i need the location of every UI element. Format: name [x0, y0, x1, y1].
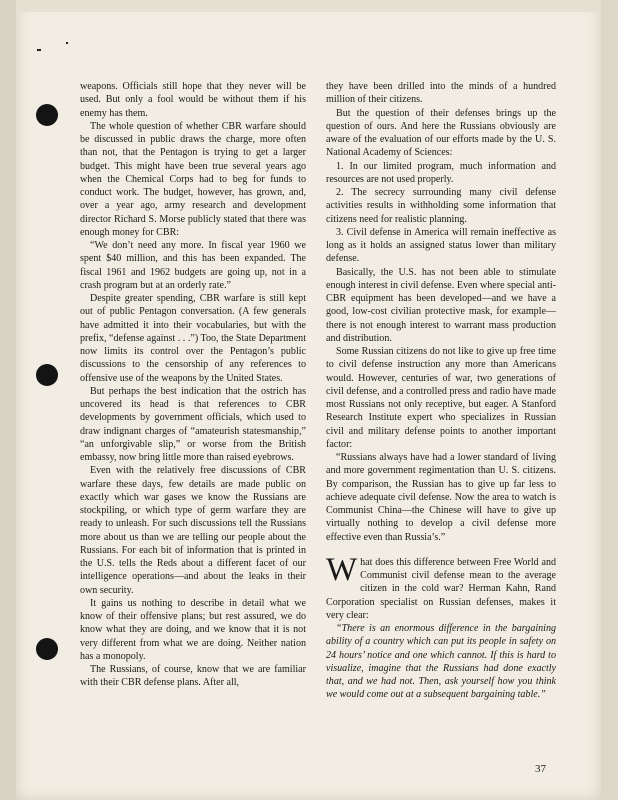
quote-paragraph: “We don’t need any more. In fiscal year 1960 we spent $40 million, and this has been expanded. The fiscal 1961 and 1962 budgets are going up, not in a crash program but at an orderly rate.”	[80, 240, 306, 291]
drop-cap: W	[326, 551, 358, 588]
paragraph: weapons. Officials still hope that they never will be used. But only a fool would be without them if his enemy has them.	[80, 81, 306, 119]
paragraph: they have been drilled into the minds of a hundred million of their citizens.	[326, 81, 556, 106]
list-item: 3. Civil defense in America will remain ineffective as long as it holds an assigned status lower than military defense.	[326, 226, 556, 265]
paragraph: Despite greater spending, CBR warfare is still kept out of public Pentagon conversation. (A few generals have admitted it into their vocabularies, but with the prefix, “defense against . . .”) Too, the State Department now limits its control over the Pentagon’s public discussions to the censorship of any references to offensive use of the weapons by the United States.	[80, 293, 306, 384]
paragraph: It gains us nothing to describe in detail what we know of their offensive plans; but rest assured, we do know what they are doing, and we know that it is not very different from what we are doing. Neither nation has a monopoly.	[80, 597, 306, 662]
paragraph: The whole question of whether CBR warfare should be discussed in public draws the charge, more often than not, that the Pentagon is trying to get a larger budget. This might have been true several years ago when the Chemical Corps had to beg for funds to conduct work. The budget, however, has grown, and, over a year ago, army research and development director Richard S. Morse publicly stated that there was enough money for CBR:	[80, 120, 306, 238]
section-lead	[326, 551, 556, 622]
closing-quote: “There is an enormous difference in the bargaining ability of a country which can put its people in safety on 24 hours’ notice and one which cannot. If this is hard to visualize, imagine that the Russians had done exactly that, and we had not. Then, ask yourself how you think we would come out at a subsequent bargaining table.”	[326, 623, 556, 701]
paragraph: The Russians, of course, know that we are familiar with their CBR defense plans. After all,	[80, 664, 306, 689]
right-column	[326, 80, 556, 702]
quote-paragraph: “Russians always have had a lower standard of living and more government regimentation than U. S. citizens. By comparison, the Russian has to give up far less to achieve adequate civil defense. Now the area to watch is Communist China—the Chinese will have to give up virtually nothing to develop a civil defense more effective even than Russia’s.”	[326, 452, 556, 543]
ink-mark	[37, 49, 41, 51]
list-item: 2. The secrecy surrounding many civil defense activities results in withholding some information that citizens need for realistic planning.	[326, 187, 556, 225]
paragraph: Basically, the U.S. has not been able to stimulate enough interest in civil defense. Even where special anti-CBR equipment has been developed—and we have a good, low-cost civilian protective mask, for example—there is not enough interest to warrant mass production and distribution.	[326, 266, 556, 344]
binder-hole-icon	[36, 364, 58, 386]
scan-top-edge	[16, 0, 601, 12]
binder-hole-icon	[36, 638, 58, 660]
paragraph: Even with the relatively free discussions of CBR warfare these days, few details are made public on exactly which war gases we know the Russians are stockpiling, or which type of germ warfare they are ready to unleash. For such discussions tell the Russians more about us than we are telling our people about the Russians. For each bit of information that is printed in the U.S. tells the Reds about a different facet of our intelligence operations—and about the leaks in their own security.	[80, 465, 306, 596]
page-number: 37	[535, 763, 546, 775]
paragraph: Some Russian citizens do not like to give up free time to civil defense instruction any more than Americans would. However, centuries of war, two generations of civil defense, and a controlled press and radio have made most Russians not only receptive, but eager. A Stanford Research Institute expert who specializes in Russian civil and military defense points to another important factor:	[326, 346, 556, 450]
paragraph: But perhaps the best indication that the ostrich has uncovered its head is that references to CBR developments by government officials, which used to draw indignant charges of “amateurish statesmanship,” “an unforgivable slip,” or worse from the British embassy, now bring little more than raised eyebrows.	[80, 385, 306, 463]
left-column	[80, 80, 306, 690]
scan-right-edge	[601, 0, 618, 800]
scan-left-edge	[0, 0, 16, 800]
list-item: 1. In our limited program, much information and resources are not used properly.	[326, 160, 556, 185]
ink-mark	[66, 42, 68, 44]
binder-hole-icon	[36, 104, 58, 126]
section-lead-text: hat does this difference between Free World and Communist civil defense mean to the average citizen in the cold war? Herman Kahn, Rand Corporation specialist on Russian defenses, makes it very clear:	[326, 556, 556, 621]
paragraph: But the question of their defenses brings up the question of ours. And here the Russians obviously are aware of the evaluation of our efforts made by the U. S. National Academy of Sciences:	[326, 107, 556, 159]
